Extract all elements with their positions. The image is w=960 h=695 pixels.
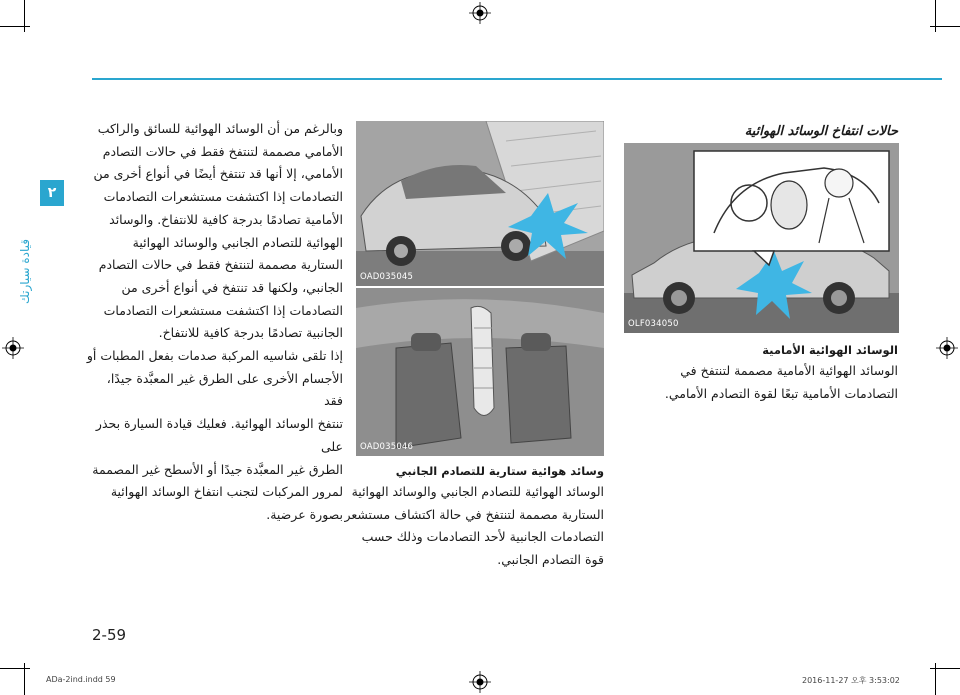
text-line: التصادمات الأمامية تبعًا لقوة التصادم الأمامي. — [664, 385, 898, 401]
text-line: الأمامي مصممة لتنتفخ فقط في حالات التصادم — [102, 143, 343, 159]
figure-code: OLF034050 — [628, 319, 679, 329]
crop-mark-bottom-left-h — [0, 668, 30, 669]
figure-curtain-airbag — [356, 288, 604, 456]
crop-mark-top-left-h — [0, 26, 30, 27]
registration-mark-left-icon — [2, 337, 24, 359]
text-line: التصادمات الجانبية لأحد التصادمات وذلك حسب — [361, 529, 604, 545]
text-line: وبالرغم من أن الوسائد الهوائية للسائق والراكب — [97, 121, 343, 136]
crop-mark-top-right-h — [930, 26, 960, 27]
crop-mark-top-left — [24, 0, 25, 32]
figure-code: OAD035046 — [360, 442, 414, 452]
front-airbag-heading: الوسائد الهوائية الأمامية — [762, 343, 898, 357]
crop-mark-top-right — [935, 0, 936, 32]
footer-file: ADa-2ind.indd 59 — [46, 675, 116, 684]
crop-mark-bottom-right-h — [930, 668, 960, 669]
figure-side-crash — [624, 143, 899, 333]
registration-mark-right-icon — [936, 337, 958, 359]
text-line: بصورة عرضية. — [266, 506, 343, 522]
text-line: التصادمات إذا اكتشفت مستشعرات التصادمات — [103, 302, 343, 318]
text-line: قوة التصادم الجانبي. — [497, 552, 604, 568]
text-line: الجانبي، ولكنها قد تنتفخ في أنواع أخرى من — [121, 279, 343, 295]
text-line: الأمامية تصادمًا بدرجة كافية للانتفاخ. والوسائد — [109, 211, 343, 227]
text-line: لمرور المركبات لتجنب انتفاخ الوسائد الهوائية — [110, 484, 343, 500]
text-line: الستارية مصممة لتنتفخ فقط في حالات التصادم — [98, 257, 343, 273]
text-line: إذا تلقى شاسيه المركبة صدمات بفعل المطبات أو — [86, 348, 343, 364]
header-rule — [92, 78, 942, 80]
text-line: الطرق غير المعبَّدة جيدًا أو الأسطح غير المصممة — [92, 461, 343, 477]
curtain-airbag-text — [334, 481, 604, 572]
page-number: 2-59 — [92, 626, 127, 644]
text-line: الجانبية تصادمًا بدرجة كافية للانتفاخ. — [158, 325, 343, 341]
chapter-label: قيادة سيارتك — [18, 238, 32, 304]
registration-mark-top-icon — [469, 2, 491, 24]
text-line: الهوائية للتصادم الجانبي والوسائد الهوائية — [132, 234, 343, 250]
text-line: الأجسام الأخرى على الطرق غير المعبَّدة جيدًا، فقد — [106, 370, 343, 409]
figure-front-crash — [356, 121, 604, 286]
chapter-tab: ٢ — [40, 180, 64, 206]
curtain-airbag-heading: وسائد هوائية ستارية للتصادم الجانبي — [395, 464, 604, 478]
text-line: الستارية مصممة لتنتفخ في حالة اكتشاف مستشعر — [344, 506, 604, 522]
text-line: التصادمات إذا اكتشفت مستشعرات التصادمات — [103, 189, 343, 205]
front-airbag-text — [598, 360, 898, 405]
text-line: الأمامي، إلا أنها قد تنتفخ أيضًا في أنواع أخرى من — [93, 166, 343, 182]
text-line: الوسائد الهوائية للتصادم الجانبي والوسائد الهوائية — [351, 484, 604, 499]
footer-timestamp: 2016-11-27 오후 3:53:02 — [802, 676, 900, 685]
text-line: تنتفخ الوسائد الهوائية. فعليك قيادة السيارة بحذر على — [95, 416, 343, 454]
registration-mark-bottom-icon — [469, 671, 491, 693]
figure-code: OAD035045 — [360, 272, 414, 282]
text-line: الوسائد الهوائية الأمامية مصممة لتنتفخ في — [680, 363, 898, 378]
right-column-text — [85, 118, 343, 527]
section-title: حالات انتفاخ الوسائد الهوائية — [744, 124, 898, 139]
